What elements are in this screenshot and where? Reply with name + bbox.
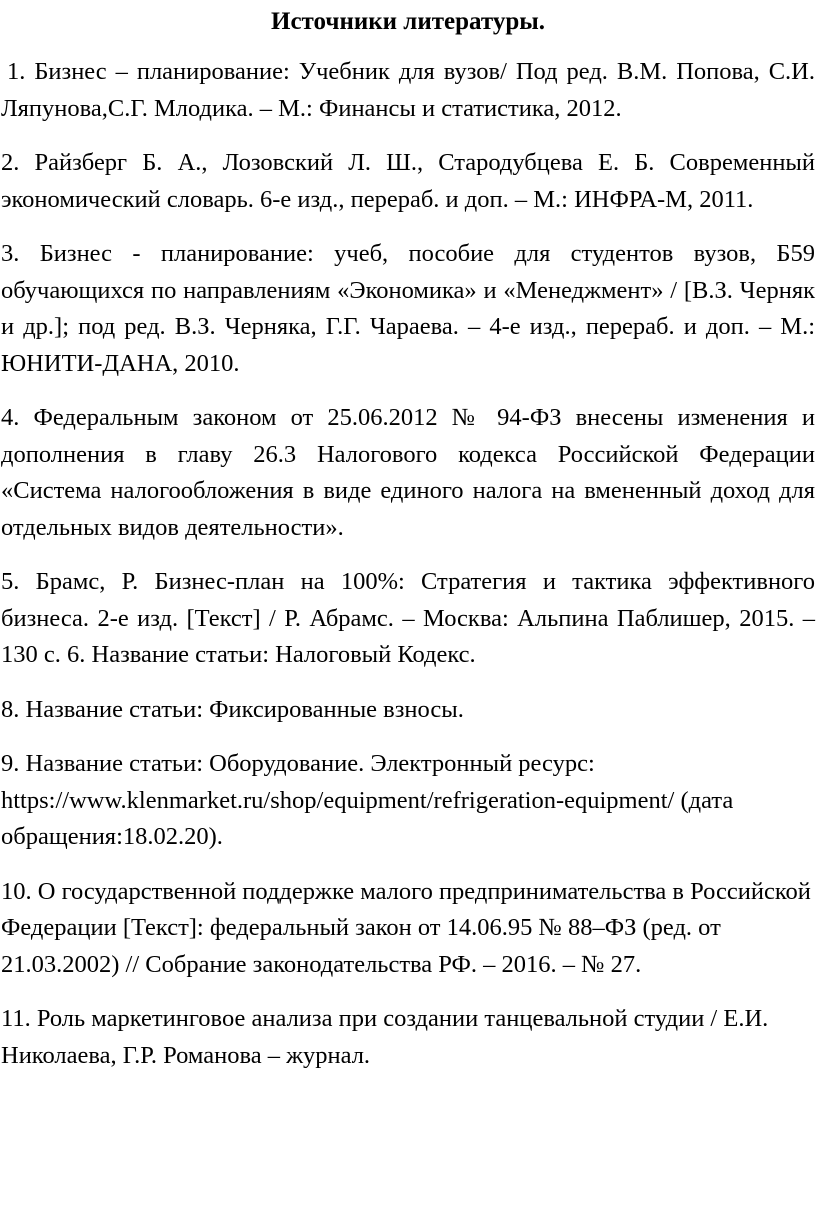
reference-item-4: 4. Федеральным законом от 25.06.2012 № 94-ФЗ внесены изменения и дополнения в главу 26.3 Налогового кодекса Российской Федерации «Система налогообложения в виде единого налога на вмененный доход для отдельных видов деятельности».	[1, 404, 815, 541]
page-title: Источники литературы.	[271, 8, 545, 35]
reference-item-10: 10. О государственной поддержке малого предпринимательства в Российской Федерации [Текст]: федеральный закон от 14.06.95 № 88–ФЗ (ред. от 21.03.2002) // Собрание законодательства РФ. – 2016. – № 27.	[1, 877, 811, 978]
reference-item-3: 3. Бизнес - планирование: учеб, пособие для студентов вузов, Б59 обучающихся по направлениям «Экономика» и «Менеджмент» / [В.З. Черняк и др.]; под ред. В.З. Черняка, Г.Г. Чараева. – 4-е изд., перераб. и доп. – М.: ЮНИТИ-ДАНА, 2010.	[1, 240, 815, 377]
reference-item-1: 1. Бизнес – планирование: Учебник для вузов/ Под ред. В.М. Попова, С.И. Ляпунова,С.Г. Млодика. – М.: Финансы и статистика, 2012.	[1, 58, 815, 122]
reference-item-8: 8. Название статьи: Фиксированные взносы.	[1, 695, 464, 723]
reference-item-2: 2. Райзберг Б. А., Лозовский Л. Ш., Стародубцева Е. Б. Современный экономический словарь. 6-е изд., перераб. и доп. – М.: ИНФРА-М, 2011.	[1, 149, 815, 213]
reference-item-11: 11. Роль маркетинговое анализа при создании танцевальной студии / Е.И. Николаева, Г.Р. Романова – журнал.	[1, 1005, 769, 1069]
reference-item-5: 5. Брамс, Р. Бизнес-план на 100%: Стратегия и тактика эффективного бизнеса. 2-е изд. [Текст] / Р. Абрамс. – Москва: Альпина Паблишер, 2015. – 130 с. 6. Название статьи: Налоговый Кодекс.	[1, 568, 815, 668]
reference-item-9: 9. Название статьи: Оборудование. Электронный ресурс: https://www.klenmarket.ru/shop/equipment/refrigeration-equipment/ (дата обращения:18.02.20).	[1, 750, 734, 850]
